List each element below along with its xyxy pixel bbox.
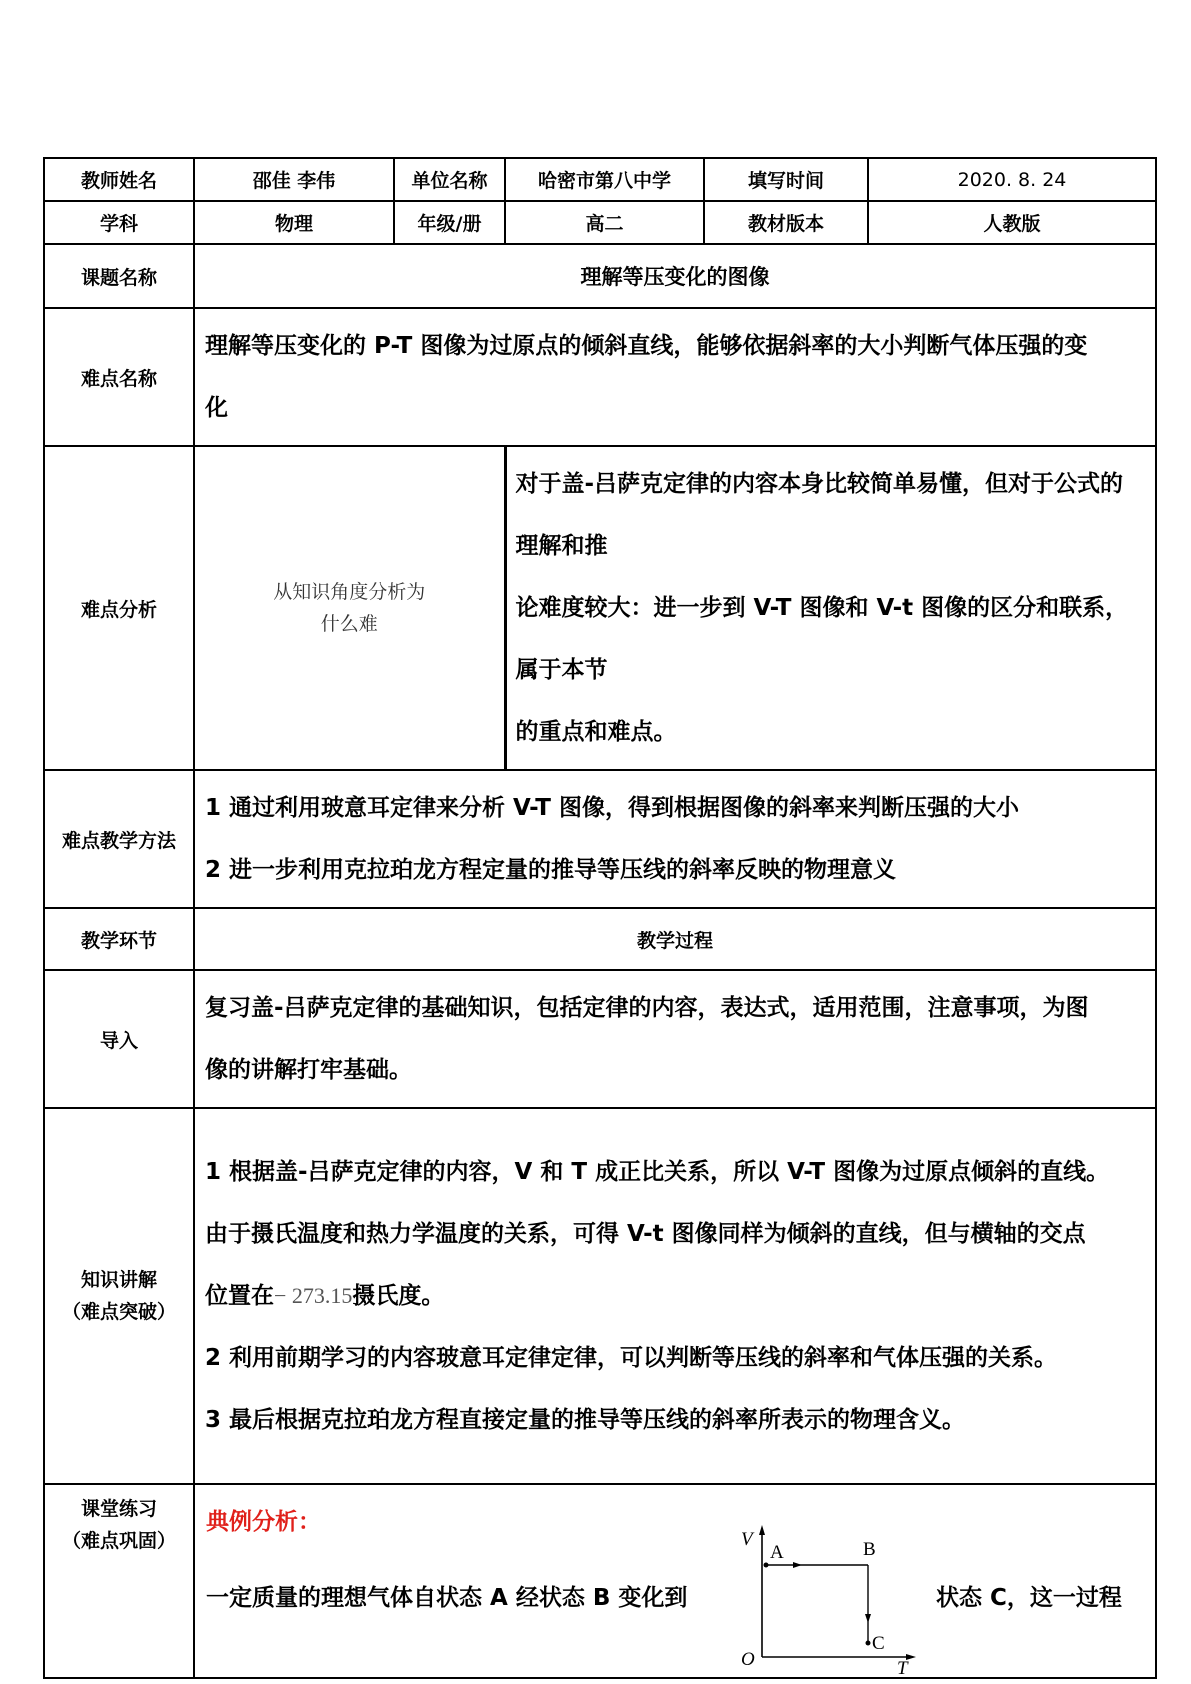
topic-row bbox=[44, 244, 1156, 308]
lesson-plan-document bbox=[43, 157, 1155, 1679]
grade-value: 高二 bbox=[505, 201, 704, 244]
practice-label-line-2: （难点巩固） bbox=[61, 1530, 176, 1552]
b-label: B bbox=[863, 1539, 876, 1560]
date-label: 填写时间 bbox=[704, 158, 868, 201]
practice-row bbox=[44, 1484, 1156, 1678]
knowledge-line-3-pre: 位置在 bbox=[205, 1283, 274, 1309]
knowledge-line-2: 由于摄氏温度和热力学温度的关系，可得 V-t 图像同样为倾斜的直线，但与横轴的交点 bbox=[205, 1221, 1086, 1247]
analysis-sublabel-line-2: 什么难 bbox=[320, 613, 378, 635]
subject-value: 物理 bbox=[194, 201, 394, 244]
analysis-line-3: 的重点和难点。 bbox=[515, 719, 677, 745]
a-label: A bbox=[770, 1542, 784, 1563]
unit-value: 哈密市第八中学 bbox=[505, 158, 704, 201]
knowledge-line-5: 3 最后根据克拉珀龙方程直接定量的推导等压线的斜率所表示的物理含义。 bbox=[205, 1407, 966, 1433]
intro-line-2: 像的讲解打牢基础。 bbox=[205, 1057, 412, 1083]
knowledge-line-4: 2 利用前期学习的内容玻意耳定律定律，可以判断等压线的斜率和气体压强的关系。 bbox=[205, 1345, 1058, 1371]
edition-value: 人教版 bbox=[868, 201, 1156, 244]
practice-label bbox=[44, 1484, 194, 1678]
method-line-1: 1 通过利用玻意耳定律来分析 V-T 图像，得到根据图像的斜率来判断压强的大小 bbox=[205, 795, 1020, 821]
subject-label: 学科 bbox=[44, 201, 194, 244]
arrow-ab bbox=[793, 1562, 802, 1568]
c-label: C bbox=[872, 1633, 885, 1654]
t-label: T bbox=[897, 1658, 908, 1675]
knowledge-row bbox=[44, 1108, 1156, 1484]
practice-label-line-1: 课堂练习 bbox=[80, 1498, 157, 1520]
analysis-row bbox=[44, 446, 1156, 770]
header-row-2 bbox=[44, 201, 1156, 244]
knowledge-content bbox=[194, 1108, 1156, 1484]
v-label: V bbox=[741, 1529, 753, 1550]
knowledge-label bbox=[44, 1108, 194, 1484]
difficulty-content bbox=[194, 308, 1156, 446]
method-line-2: 2 进一步利用克拉珀龙方程定量的推导等压线的斜率反映的物理意义 bbox=[205, 857, 897, 883]
knowledge-line-3 bbox=[205, 1265, 1145, 1327]
topic-label: 课题名称 bbox=[44, 244, 194, 308]
knowledge-label-line-2: （难点突破） bbox=[61, 1301, 176, 1323]
point-a bbox=[764, 1563, 769, 1568]
knowledge-line-1: 1 根据盖-吕萨克定律的内容，V 和 T 成正比关系，所以 V-T 图像为过原点倾斜的直线。 bbox=[205, 1159, 1110, 1185]
teacher-label: 教师姓名 bbox=[44, 158, 194, 201]
topic-value: 理解等压变化的图像 bbox=[194, 244, 1156, 308]
process-label: 教学环节 bbox=[44, 908, 194, 970]
knowledge-label-line-1: 知识讲解 bbox=[80, 1269, 157, 1291]
example-text-right: 状态 C，这一过程 bbox=[936, 1585, 1122, 1611]
lesson-plan-table bbox=[43, 157, 1157, 1679]
v-axis-arrow bbox=[759, 1525, 765, 1535]
intro-label: 导入 bbox=[44, 970, 194, 1108]
example-title: 典例分析： bbox=[206, 1509, 321, 1535]
minus-273-formula: − 273.15 bbox=[274, 1283, 353, 1308]
difficulty-label: 难点名称 bbox=[44, 308, 194, 446]
o-label: O bbox=[741, 1649, 755, 1670]
method-content bbox=[194, 770, 1156, 908]
grade-label: 年级/册 bbox=[394, 201, 505, 244]
vt-graph bbox=[732, 1485, 932, 1675]
difficulty-line-1: 理解等压变化的 P-T 图像为过原点的倾斜直线，能够依据斜率的大小判断气体压强的变 bbox=[205, 333, 1088, 359]
intro-line-1: 复习盖-吕萨克定律的基础知识，包括定律的内容，表达式，适用范围，注意事项，为图 bbox=[205, 995, 1089, 1021]
difficulty-row bbox=[44, 308, 1156, 446]
method-row bbox=[44, 770, 1156, 908]
point-c bbox=[866, 1641, 871, 1646]
analysis-line-2: 论难度较大：进一步到 V-T 图像和 V-t 图像的区分和联系，属于本节 bbox=[515, 595, 1129, 683]
analysis-line-1: 对于盖-吕萨克定律的内容本身比较简单易懂，但对于公式的理解和推 bbox=[515, 471, 1124, 559]
analysis-sublabel bbox=[194, 446, 505, 770]
teacher-value: 邵佳 李伟 bbox=[194, 158, 394, 201]
intro-row bbox=[44, 970, 1156, 1108]
method-label: 难点教学方法 bbox=[44, 770, 194, 908]
process-header-row bbox=[44, 908, 1156, 970]
practice-area bbox=[195, 1485, 1155, 1675]
arrow-bc bbox=[865, 1614, 871, 1623]
practice-content bbox=[194, 1484, 1156, 1678]
intro-content bbox=[194, 970, 1156, 1108]
example-text-left: 一定质量的理想气体自状态 A 经状态 B 变化到 bbox=[206, 1585, 688, 1611]
process-value: 教学过程 bbox=[194, 908, 1156, 970]
date-value: 2020. 8. 24 bbox=[868, 158, 1156, 201]
analysis-sublabel-line-1: 从知识角度分析为 bbox=[273, 581, 426, 603]
knowledge-line-3-post: 摄氏度。 bbox=[352, 1283, 445, 1309]
edition-label: 教材版本 bbox=[704, 201, 868, 244]
analysis-content bbox=[505, 446, 1156, 770]
header-row-1 bbox=[44, 158, 1156, 201]
analysis-label: 难点分析 bbox=[44, 446, 194, 770]
unit-label: 单位名称 bbox=[394, 158, 505, 201]
difficulty-line-2: 化 bbox=[205, 395, 228, 421]
